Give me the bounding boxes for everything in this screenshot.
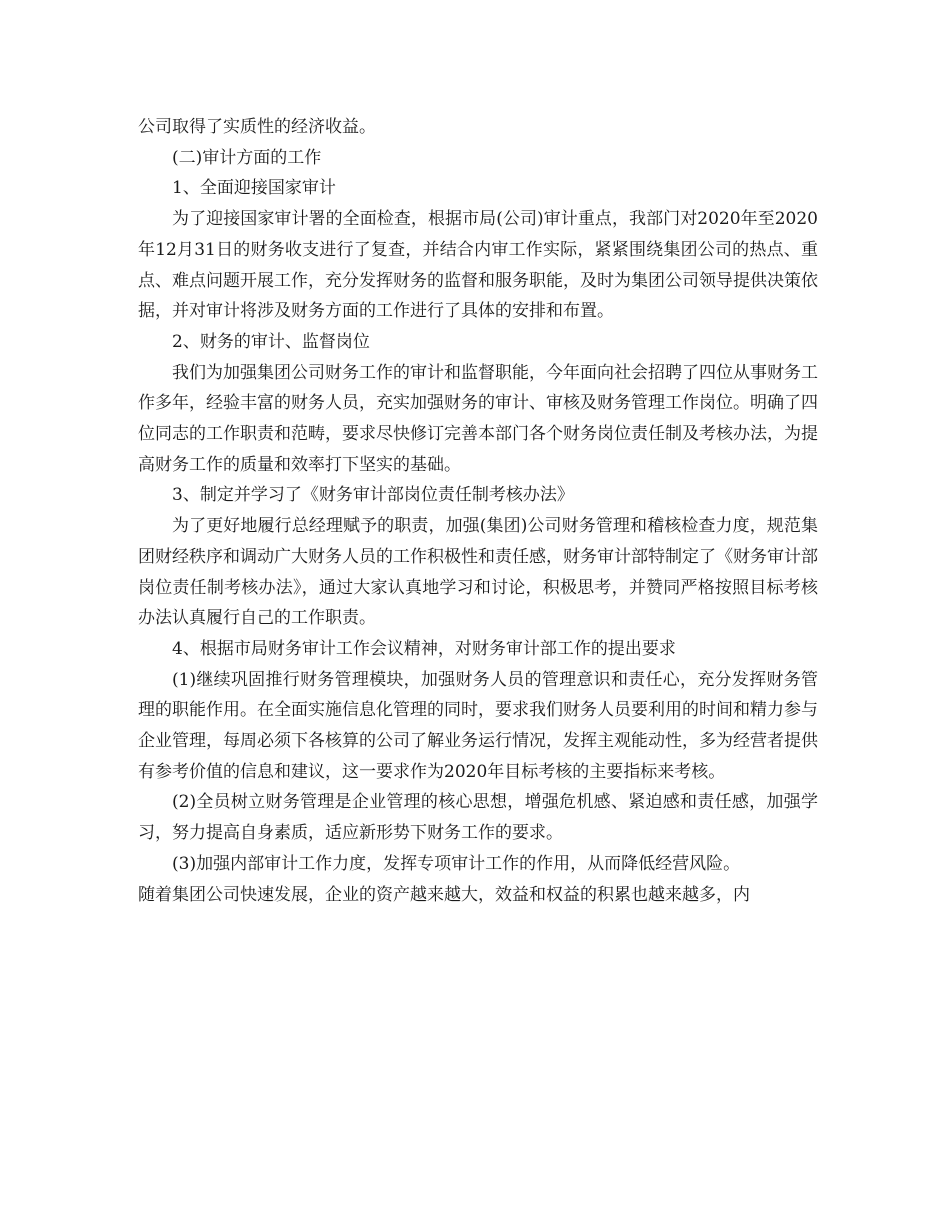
list-item: (2)全员树立财务管理是企业管理的核心思想，增强危机感、紧迫感和责任感，加强学习，努力提高自身素质，适应新形势下财务工作的要求。 xyxy=(138,792,818,844)
paragraph: 为了迎接国家审计署的全面检查，根据市局(公司)审计重点，我部门对2020年至2020年12月31日的财务收支进行了复查，并结合内审工作实际，紧紧围绕集团公司的热点、重点、难点问题开展工作，充分发挥财务的监督和服务职能，及时为集团公司领导提供决策依据，并对审计将涉及财务方面的工作进行了具体的安排和布置。 xyxy=(138,209,818,322)
paragraph: 公司取得了实质性的经济收益。 xyxy=(138,117,376,137)
section-heading: (二)审计方面的工作 xyxy=(172,147,322,168)
paragraph: 随着集团公司快速发展，企业的资产越来越大，效益和权益的积累也越来越多，内 xyxy=(138,884,750,905)
list-item: (1)继续巩固推行财务管理模块，加强财务人员的管理意识和责任心，充分发挥财务管理的职能作用。在全面实施信息化管理的同时，要求我们财务人员要利用的时间和精力参与企业管理，每周必须下各核算的公司了解业务运行情况，发挥主观能动性，多为经营者提供有参考价值的信息和建议，这一要求作为2020年目标考核的主要指标来考核。 xyxy=(138,669,818,782)
document-body xyxy=(138,112,818,910)
list-item: (3)加强内部审计工作力度，发挥专项审计工作的作用，从而降低经营风险。 xyxy=(172,853,741,874)
subsection-heading: 2、财务的审计、监督岗位 xyxy=(172,331,370,352)
subsection-heading: 1、全面迎接国家审计 xyxy=(172,178,336,199)
subsection-heading: 3、制定并学习了《财务审计部岗位责任制考核办法》 xyxy=(172,485,574,506)
paragraph: 为了更好地履行总经理赋予的职责，加强(集团)公司财务管理和稽核检查力度，规范集团财经秩序和调动广大财务人员的工作积极性和责任感，财务审计部特制定了《财务审计部岗位责任制考核办法》，通过大家认真地学习和讨论，积极思考，并赞同严格按照目标考核办法认真履行自己的工作职责。 xyxy=(138,516,818,629)
paragraph: 我们为加强集团公司财务工作的审计和监督职能，今年面向社会招聘了四位从事财务工作多年，经验丰富的财务人员，充实加强财务的审计、审核及财务管理工作岗位。明确了四位同志的工作职责和范畴，要求尽快修订完善本部门各个财务岗位责任制及考核办法，为提高财务工作的质量和效率打下坚实的基础。 xyxy=(138,362,818,475)
subsection-heading: 4、根据市局财务审计工作会议精神，对财务审计部工作的提出要求 xyxy=(172,638,676,659)
